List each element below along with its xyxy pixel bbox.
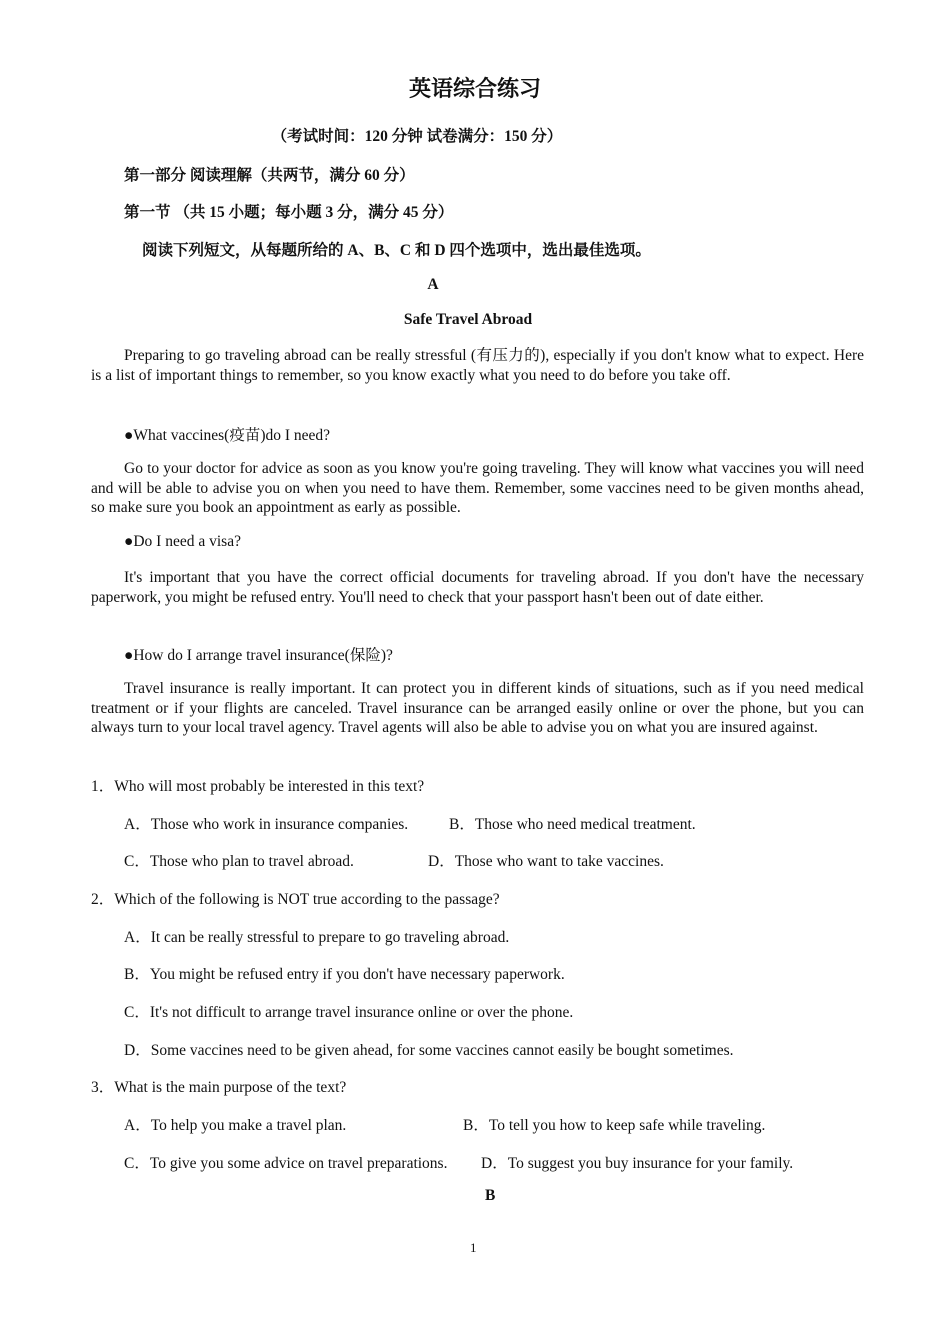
question-3-option-a: A．To help you make a travel plan. bbox=[124, 1117, 347, 1134]
section-one-heading: 第一节 （共 15 小题；每小题 3 分，满分 45 分） bbox=[124, 204, 454, 221]
instruction-text: 阅读下列短文，从每题所给的 A、B、C 和 D 四个选项中，选出最佳选项。 bbox=[142, 242, 651, 259]
question-1-stem: 1．Who will most probably be interested in this text? bbox=[91, 778, 425, 795]
question-2-option-d: D．Some vaccines need to be given ahead, for some vaccines cannot easily be bought sometimes. bbox=[124, 1042, 734, 1059]
question-3-option-b: B．To tell you how to keep safe while traveling. bbox=[463, 1117, 766, 1134]
exam-info: （考试时间：120 分钟 试卷满分：150 分） bbox=[271, 128, 563, 145]
vaccines-heading: ●What vaccines(疫苗)do I need? bbox=[124, 427, 331, 444]
passage-b-label: B bbox=[485, 1187, 496, 1204]
passage-a-title: Safe Travel Abroad bbox=[403, 311, 533, 328]
visa-heading: ●Do I need a visa? bbox=[124, 533, 241, 550]
question-3-option-c: C．To give you some advice on travel preparations. bbox=[124, 1155, 448, 1172]
question-1-option-b: B．Those who need medical treatment. bbox=[449, 816, 696, 833]
question-3-option-d: D．To suggest you buy insurance for your family. bbox=[481, 1155, 794, 1172]
question-1-option-c: C．Those who plan to travel abroad. bbox=[124, 853, 354, 870]
page-title: 英语综合练习 bbox=[408, 76, 541, 101]
question-2-option-c: C．It's not difficult to arrange travel insurance online or over the phone. bbox=[124, 1004, 574, 1021]
page-number: 1 bbox=[470, 1240, 477, 1255]
question-2-option-b: B．You might be refused entry if you don't have necessary paperwork. bbox=[124, 966, 565, 983]
part-one-heading: 第一部分 阅读理解（共两节，满分 60 分） bbox=[124, 167, 415, 184]
question-2-option-a: A．It can be really stressful to prepare to go traveling abroad. bbox=[124, 929, 510, 946]
passage-a-label: A bbox=[427, 276, 439, 293]
question-3-stem: 3．What is the main purpose of the text? bbox=[91, 1079, 347, 1096]
insurance-heading: ●How do I arrange travel insurance(保险)? bbox=[124, 647, 393, 664]
question-1-option-d: D．Those who want to take vaccines. bbox=[428, 853, 664, 870]
vaccines-paragraph: Go to your doctor for advice as soon as you know you're going traveling. They will know what vaccines you will need and will be able to advise you on when you need to have them. Remember, some vaccines need to be given months ahead, so make sure you book an appointment as early as possible. bbox=[91, 460, 864, 516]
passage-a-intro: Preparing to go traveling abroad can be really stressful (有压力的), especially if you don't know what to expect. Here is a list of important things to remember, so you know exactly what you need to do before you take off. bbox=[91, 347, 864, 384]
question-2-stem: 2．Which of the following is NOT true according to the passage? bbox=[91, 891, 500, 908]
insurance-paragraph: Travel insurance is really important. It can protect you in different kinds of situations, such as if you need medical treatment or if your flights are canceled. Travel insurance can be arranged easily online or over the phone, but you can always turn to your local travel agency. Travel agents will also be able to advise you on what you are insured against. bbox=[91, 680, 864, 736]
visa-paragraph: It's important that you have the correct official documents for traveling abroad. If you don't have the necessary paperwork, you might be refused entry. You'll need to check that your passport hasn't been out of date either. bbox=[91, 569, 864, 606]
question-1-option-a: A．Those who work in insurance companies. bbox=[124, 816, 409, 833]
